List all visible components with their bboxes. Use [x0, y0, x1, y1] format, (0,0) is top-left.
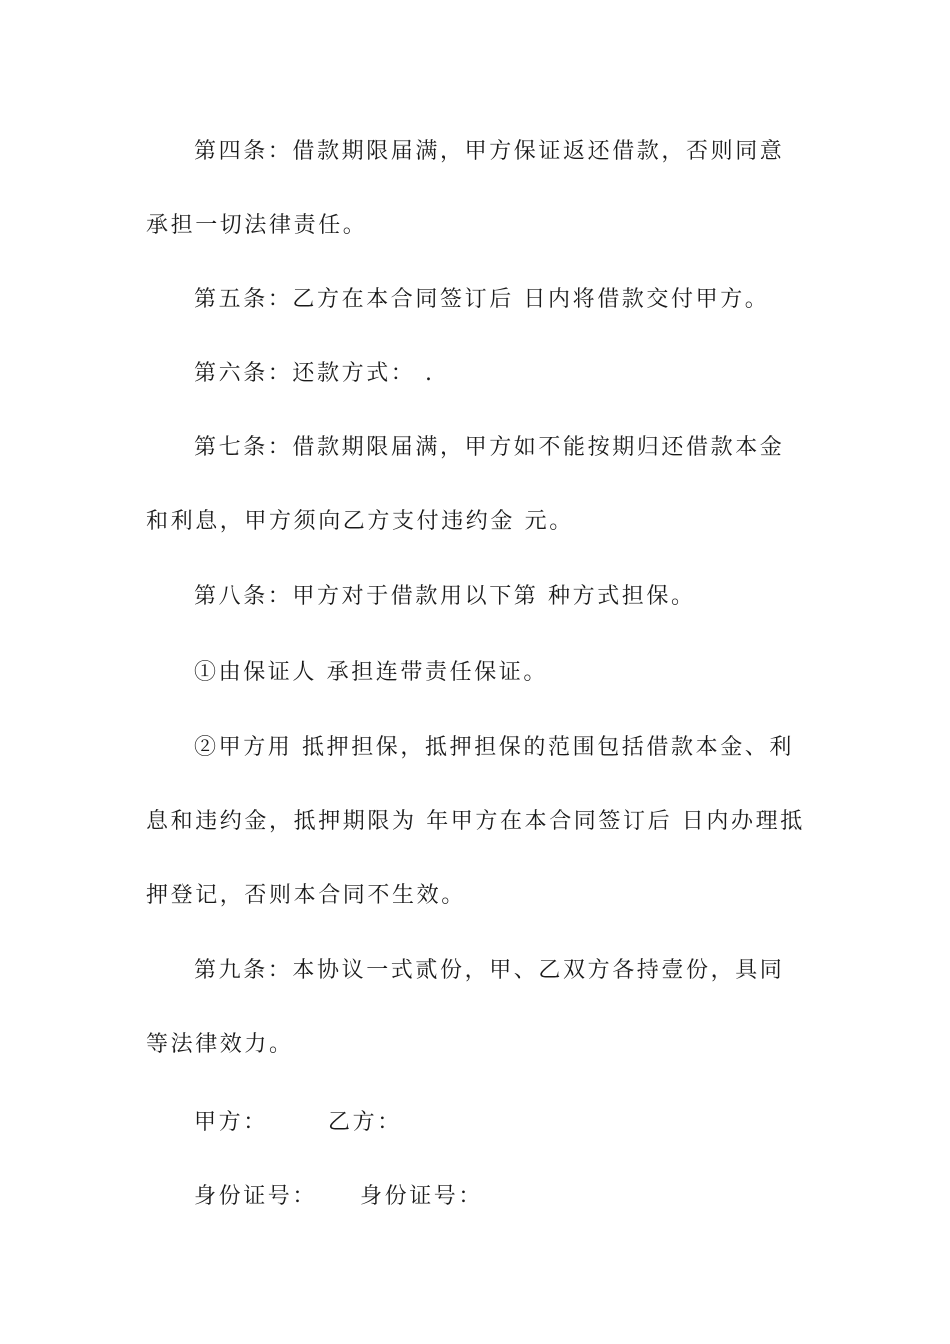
- party-a-label: 甲方：: [194, 1110, 268, 1135]
- clause-7: 第七条：借款期限届满，甲方如不能按期归还借款本金和利息，甲方须向乙方支付违约金 元。: [146, 435, 785, 534]
- signature-party-row: [194, 1108, 402, 1138]
- clause-4: 第四条：借款期限届满，甲方保证返还借款，否则同意承担一切法律责任。: [146, 139, 785, 238]
- signature-id-row: [194, 1182, 483, 1212]
- id-b-label: 身份证号：: [360, 1184, 484, 1209]
- party-b-label: 乙方：: [328, 1110, 402, 1135]
- clause-5: 第五条：乙方在本合同签订后 日内将借款交付甲方。: [194, 287, 770, 312]
- clause-8: 第八条：甲方对于借款用以下第 种方式担保。: [194, 584, 696, 609]
- clause-9: 第九条：本协议一式贰份，甲、乙双方各持壹份，具同等法律效力。: [146, 958, 785, 1057]
- clause-8-option-2: ②甲方用 抵押担保，抵押担保的范围包括借款本金、利息和违约金，抵押期限为 年甲方在本合同签订后 日内办理抵押登记，否则本合同不生效。: [146, 735, 805, 908]
- id-a-label: 身份证号：: [194, 1184, 318, 1209]
- clause-8-option-1: ①由保证人 承担连带责任保证。: [194, 660, 548, 685]
- clause-6: 第六条：还款方式： .: [194, 361, 435, 386]
